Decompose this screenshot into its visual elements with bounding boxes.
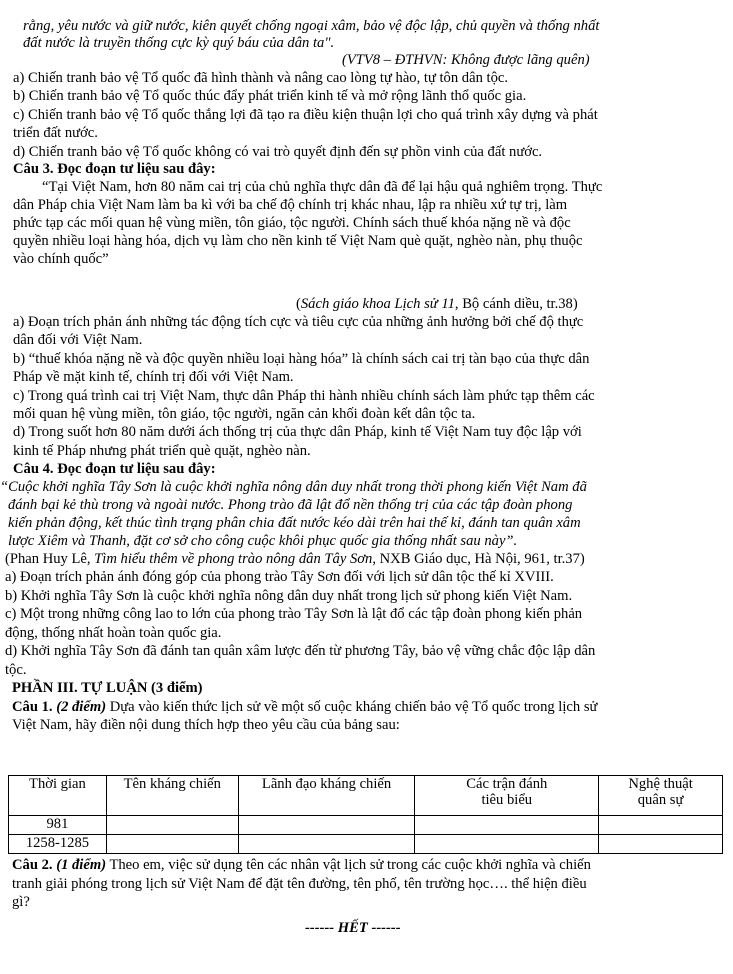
header-nghe-thuat: Nghệ thuật quân sự <box>599 776 723 816</box>
table-cell <box>599 835 723 854</box>
table-row <box>9 816 723 835</box>
essay2-line-2: tranh giải phóng trong lịch sử Việt Nam để đặt tên đường, tên phố, tên trường học…. thể hiện điều <box>12 876 587 892</box>
essay1-points: (2 điểm) <box>56 699 107 715</box>
header-thoi-gian: Thời gian <box>9 776 107 816</box>
q4-source-rest: , NXB Giáo dục, Hà Nội, 961, tr.37) <box>372 551 585 567</box>
q4-source-pre: (Phan Huy Lê, <box>5 551 95 567</box>
essay2-points: (1 điểm) <box>56 857 107 873</box>
q4-quote-line: đánh bại kẻ thù trong và ngoài nước. Phong trào đã lật đổ nền thống trị của các tập đoàn phong <box>8 497 573 513</box>
q3-option-c-cont: mối quan hệ vùng miền, tôn giáo, tộc người, ngăn cản khối đoàn kết dân tộc ta. <box>13 406 476 422</box>
essay1-label: Câu 1. <box>12 699 53 715</box>
q3-source-title: Sách giáo khoa Lịch sử 11 <box>300 296 455 312</box>
q3-quote-line: “Tại Việt Nam, hơn 80 năm cai trị của chủ nghĩa thực dân đã để lại hậu quả nghiêm trọng. Thực <box>42 179 603 195</box>
header-ten-khang-chien: Tên kháng chiến <box>106 776 238 816</box>
quote-source: (VTV8 – ĐTHVN: Không được lãng quên) <box>342 52 590 68</box>
table-cell <box>238 835 415 854</box>
table-cell <box>599 816 723 835</box>
q3-quote-line: phức tạp các mối quan hệ vùng miền, tôn giáo, tộc người. Chính sách thuế khóa nặng nề và độc <box>13 215 571 231</box>
header-lanh-dao: Lãnh đạo kháng chiến <box>238 776 415 816</box>
table-cell <box>415 835 599 854</box>
quote-line: rằng, yêu nước và giữ nước, kiên quyết chống ngoại xâm, bảo vệ độc lập, chủ quyền và thống nhất <box>23 18 600 34</box>
q4-source <box>5 551 585 568</box>
table-cell-time: 981 <box>9 816 107 835</box>
end-mark: ------ HẾT ------ <box>305 920 401 936</box>
q4-heading: Câu 4. Đọc đoạn tư liệu sau đây: <box>13 461 216 477</box>
q3-heading: Câu 3. Đọc đoạn tư liệu sau đây: <box>13 161 216 177</box>
table-cell <box>106 835 238 854</box>
table-row <box>9 835 723 854</box>
q4-option-b: b) Khởi nghĩa Tây Sơn là cuộc khởi nghĩa nông dân duy nhất trong lịch sử phong kiến Việt Nam. <box>5 588 573 604</box>
q4-option-c: c) Một trong những công lao to lớn của phong trào Tây Sơn là lật đổ các tập đoàn phong kiến phản <box>5 606 583 622</box>
q2-option-b: b) Chiến tranh bảo vệ Tổ quốc thúc đẩy phát triển kinh tế và mở rộng lãnh thổ quốc gia. <box>13 88 527 104</box>
q3-option-b: b) “thuế khóa nặng nề và độc quyền nhiều loại hàng hóa” là chính sách cai trị tàn bạo của thực dân <box>13 351 590 367</box>
q3-quote-line: vào chính quốc” <box>13 251 109 267</box>
essay1-line-2: Việt Nam, hãy điền nội dung thích hợp theo yêu cầu của bảng sau: <box>12 717 400 733</box>
table-cell-time: 1258-1285 <box>9 835 107 854</box>
q3-option-a: a) Đoạn trích phản ánh những tác động tích cực và tiêu cực của những ảnh hưởng bởi chế độ thực <box>13 314 584 330</box>
essay1-table <box>8 775 723 854</box>
q2-option-a: a) Chiến tranh bảo vệ Tổ quốc đã hình thành và nâng cao lòng tự hào, tự tôn dân tộc. <box>13 70 508 86</box>
q4-option-c-cont: động, thống nhất hoàn toàn quốc gia. <box>5 625 222 641</box>
q3-option-b-cont: Pháp về mặt kinh tế, chính trị đối với Việt Nam. <box>13 369 294 385</box>
table-header-row <box>9 776 723 816</box>
q4-option-d: d) Khởi nghĩa Tây Sơn đã đánh tan quân xâm lược đến từ phương Tây, bảo vệ vững chắc độc lập dân <box>5 643 596 659</box>
q4-option-d-cont: tộc. <box>5 662 27 678</box>
essay2-label: Câu 2. <box>12 857 53 873</box>
essay2-line-3: gì? <box>12 894 30 910</box>
q3-option-d-cont: kinh tế Pháp nhưng phát triển què quặt, nghèo nàn. <box>13 443 311 459</box>
q3-source: (Sách giáo khoa Lịch sử 11, Bộ cánh diều, tr.38) <box>296 296 578 312</box>
q3-source-rest: , Bộ cánh diều, tr.38) <box>454 296 578 312</box>
q3-option-d: d) Trong suốt hơn 80 năm dưới ách thống trị của thực dân Pháp, kinh tế Việt Nam tuy độc lập với <box>13 424 582 440</box>
header-tran-danh: Các trận đánh tiêu biểu <box>415 776 599 816</box>
q2-option-d: d) Chiến tranh bảo vệ Tổ quốc không có vai trò quyết định đến sự phồn vinh của đất nước. <box>13 144 543 160</box>
essay2-line <box>12 857 591 874</box>
q3-quote-line: quyền nhiều loại hàng hóa, dịch vụ làm cho nền kinh tế Việt Nam què quặt, nghèo nàn, phụ thuộc <box>13 233 583 249</box>
q4-quote-line: “Cuộc khởi nghĩa Tây Sơn là cuộc khởi nghĩa nông dân duy nhất trong thời phong kiến Việt Nam đã <box>0 479 587 495</box>
quote-line: đất nước là truyền thống cực kỳ quý báu của dân ta". <box>23 35 335 51</box>
q3-option-a-cont: dân đối với Việt Nam. <box>13 332 143 348</box>
q3-option-c: c) Trong quá trình cai trị Việt Nam, thực dân Pháp thi hành nhiều chính sách làm phức tạp thêm các <box>13 388 595 404</box>
part3-heading: PHẦN III. TỰ LUẬN (3 điểm) <box>12 680 203 696</box>
q2-option-c: c) Chiến tranh bảo vệ Tổ quốc thắng lợi đã tạo ra điều kiện thuận lợi cho quá trình xây dựng và phát <box>13 107 598 123</box>
essay1-text: Dựa vào kiến thức lịch sử về một số cuộc kháng chiến bảo vệ Tổ quốc trong lịch sử <box>106 699 598 715</box>
table-cell <box>238 816 415 835</box>
q4-quote-line: lược Xiêm và Thanh, đặt cơ sở cho công cuộc khôi phục quốc gia thống nhất sau này”. <box>8 533 518 549</box>
table-cell <box>415 816 599 835</box>
q4-quote-line: kiến phản động, kết thúc tình trạng phân chia đất nước kéo dài trên hai thế kỉ, đánh tan quân xâm <box>8 515 581 531</box>
table-cell <box>106 816 238 835</box>
essay1-line <box>12 699 597 716</box>
q3-quote-line: dân Pháp chia Việt Nam làm ba kì với ba chế độ chính trị khác nhau, lập ra nhiều xứ tự trị, làm <box>13 197 568 213</box>
q4-option-a: a) Đoạn trích phản ánh đóng góp của phong trào Tây Sơn đối với lịch sử dân tộc thế kỉ XVIII. <box>5 569 554 585</box>
q2-option-c-cont: triển đất nước. <box>13 125 98 141</box>
essay2-text: Theo em, việc sử dụng tên các nhân vật lịch sử trong các cuộc khởi nghĩa và chiến <box>106 857 591 873</box>
q4-source-title: Tìm hiểu thêm về phong trào nông dân Tây Sơn <box>94 551 373 567</box>
